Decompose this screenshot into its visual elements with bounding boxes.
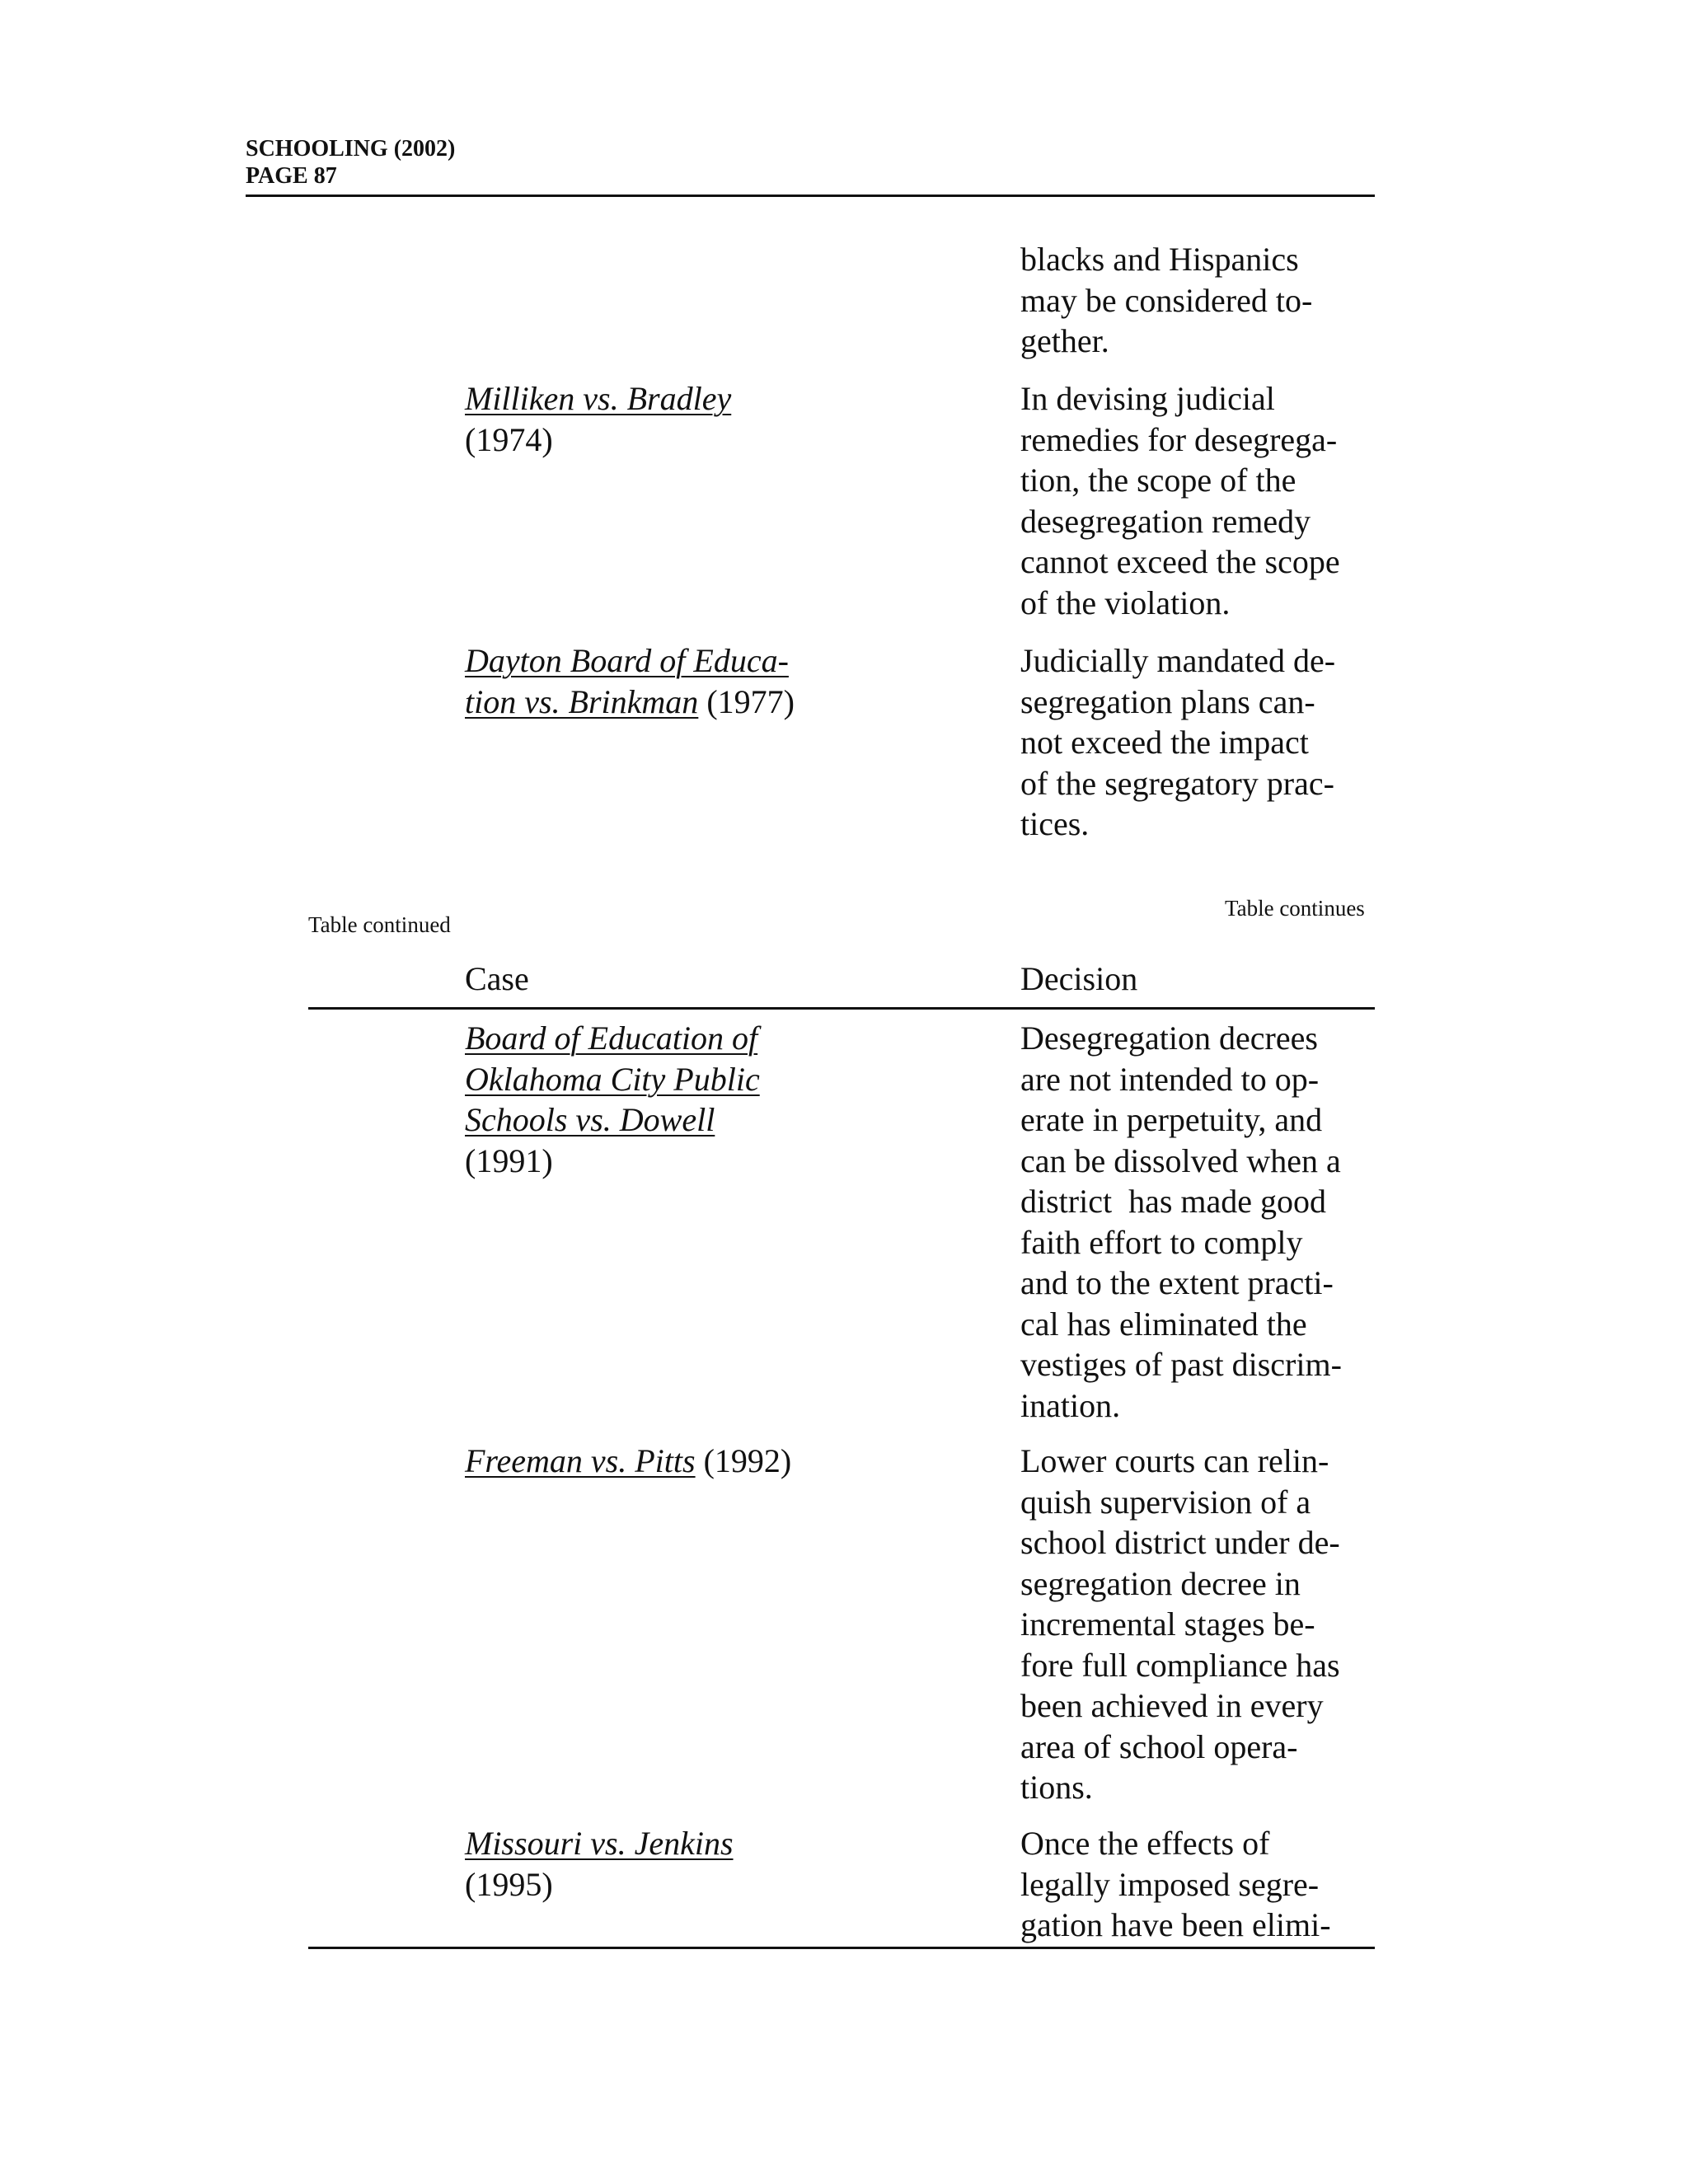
case-title: Board of Education of <box>465 1019 758 1057</box>
case-cell <box>465 1441 791 1482</box>
case-title: Oklahoma City Public <box>465 1060 760 1098</box>
table-continues-note: Table continues <box>1225 896 1365 921</box>
column-header-case: Case <box>465 960 529 997</box>
running-head-rule <box>246 194 1375 197</box>
case-line <box>465 1059 760 1100</box>
decision-line: school district under de- <box>1020 1524 1340 1561</box>
decision-line: district has made good <box>1020 1183 1327 1220</box>
decision-line: tion, the scope of the <box>1020 462 1296 499</box>
decision-line: Judicially mandated de- <box>1020 642 1336 679</box>
decision-line: gether. <box>1020 322 1109 359</box>
case-year: (1977) <box>698 682 795 720</box>
decision-line: not exceed the impact <box>1020 724 1309 761</box>
decision-line: desegregation remedy <box>1020 502 1311 540</box>
decision-line: vestiges of past discrim- <box>1020 1346 1342 1383</box>
decision-line: In devising judicial <box>1020 380 1275 417</box>
decision-line: legally imposed segre- <box>1020 1865 1320 1903</box>
case-cell <box>465 640 795 722</box>
case-line <box>465 1099 760 1141</box>
decision-line: incremental stages be- <box>1020 1605 1315 1643</box>
decision-line: segregation decree in <box>1020 1564 1301 1602</box>
case-cell <box>465 1018 760 1181</box>
table-continued-note: Table continued <box>308 912 451 937</box>
table-bottom-rule <box>308 1947 1375 1949</box>
continuation-decision <box>1020 239 1312 362</box>
decision-line: and to the extent practi- <box>1020 1264 1334 1301</box>
running-head-page: PAGE 87 <box>246 163 337 189</box>
decision-cell <box>1020 1823 1331 1946</box>
decision-line: cannot exceed the scope <box>1020 543 1340 580</box>
running-head-title: SCHOOLING (2002) <box>246 136 456 162</box>
decision-line: can be dissolved when a <box>1020 1141 1341 1179</box>
table-header-rule <box>308 1007 1375 1010</box>
decision-line: of the violation. <box>1020 583 1231 621</box>
decision-line: ination. <box>1020 1386 1121 1424</box>
case-line <box>465 1018 760 1059</box>
decision-line: quish supervision of a <box>1020 1483 1311 1521</box>
case-cell <box>465 1823 734 1905</box>
decision-line: remedies for desegrega- <box>1020 420 1338 458</box>
decision-line: fore full compliance has <box>1020 1646 1340 1684</box>
case-line <box>465 1823 734 1864</box>
decision-line: gation have been elimi- <box>1020 1906 1331 1943</box>
decision-line: Once the effects of <box>1020 1825 1270 1862</box>
case-title: Missouri vs. Jenkins <box>465 1825 734 1862</box>
case-line <box>465 419 731 461</box>
case-title: Milliken vs. Bradley <box>465 380 732 417</box>
case-title: Schools vs. Dowell <box>465 1101 715 1138</box>
column-header-decision: Decision <box>1020 960 1138 997</box>
case-cell <box>465 378 731 460</box>
case-line <box>465 640 795 682</box>
case-line <box>465 1864 734 1905</box>
decision-cell <box>1020 1018 1342 1426</box>
decision-line: area of school opera- <box>1020 1727 1298 1765</box>
decision-line: been achieved in every <box>1020 1687 1324 1724</box>
decision-line: faith effort to comply <box>1020 1223 1303 1261</box>
decision-line: tions. <box>1020 1769 1093 1806</box>
case-year: (1992) <box>695 1442 792 1479</box>
decision-line: cal has eliminated the <box>1020 1305 1307 1343</box>
decision-line: may be considered to- <box>1020 281 1313 319</box>
running-head <box>246 135 455 190</box>
case-title: tion vs. Brinkman <box>465 682 699 720</box>
decision-line: Desegregation decrees <box>1020 1019 1318 1057</box>
case-year: (1991) <box>465 1141 553 1179</box>
decision-line: are not intended to op- <box>1020 1060 1320 1098</box>
decision-line: blacks and Hispanics <box>1020 241 1299 278</box>
decision-line: Lower courts can relin- <box>1020 1442 1329 1479</box>
decision-cell <box>1020 1441 1340 1808</box>
decision-line: tices. <box>1020 805 1090 842</box>
case-line <box>465 1141 760 1182</box>
decision-line: segregation plans can- <box>1020 682 1315 720</box>
decision-cell <box>1020 378 1340 623</box>
case-line <box>465 1441 791 1482</box>
decision-cell <box>1020 640 1335 845</box>
case-year: (1974) <box>465 420 553 458</box>
case-year: (1995) <box>465 1865 553 1903</box>
case-line <box>465 682 795 723</box>
case-title: Freeman vs. Pitts <box>465 1442 696 1479</box>
case-line <box>465 378 731 419</box>
case-title: Dayton Board of Educa- <box>465 642 789 679</box>
decision-line: of the segregatory prac- <box>1020 764 1334 802</box>
decision-line: erate in perpetuity, and <box>1020 1101 1323 1138</box>
